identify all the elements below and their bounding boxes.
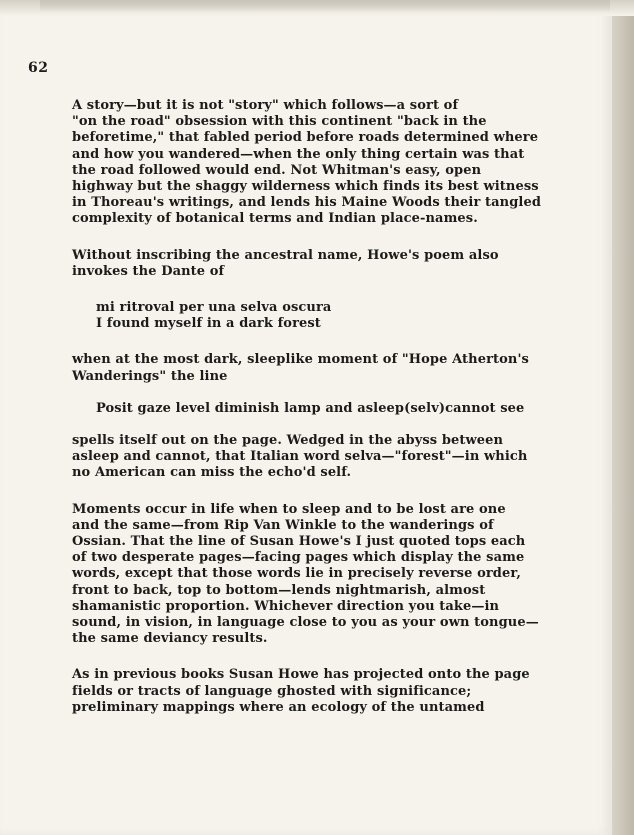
paragraph-selva: [72, 433, 592, 482]
text-line: beforetime," that fabled period before roads determined where: [72, 130, 539, 146]
text-line: spells itself out on the page. Wedged in the abyss between: [72, 433, 504, 449]
top-edge-shadow: [0, 0, 634, 16]
text-line: front to back, top to bottom—lends nightmarish, almost: [72, 582, 486, 598]
paragraph-previous-books: [72, 667, 592, 716]
text-line: words, except that those words lie in precisely reverse order,: [72, 566, 521, 582]
quote-line: Posit gaze level diminish lamp and asleep(selv)cannot see: [96, 400, 525, 416]
text-line: fields or tracts of language ghosted with significance;: [72, 683, 472, 699]
body-text: [72, 98, 592, 716]
paragraph-moments: [72, 502, 592, 648]
text-line: when at the most dark, sleeplike moment of "Hope Atherton's: [72, 352, 529, 368]
text-line: preliminary mappings where an ecology of the untamed: [72, 699, 485, 715]
paragraph-story: [72, 98, 592, 228]
text-line: and the same—from Rip Van Winkle to the wanderings of: [72, 517, 494, 533]
text-line: highway but the shaggy wilderness which finds its best witness: [72, 179, 539, 195]
text-line: As in previous books Susan Howe has projected onto the page: [72, 667, 530, 683]
text-line: "on the road" obsession with this continent "back in the: [72, 114, 487, 130]
text-line: Moments occur in life when to sleep and to be lost are one: [72, 501, 506, 517]
page-edge: [612, 0, 634, 835]
text-line: the same deviancy results.: [72, 631, 268, 647]
howe-quoted-line: [72, 401, 592, 417]
text-line: and how you wandered—when the only thing certain was that: [72, 146, 525, 162]
text-line: A story—but it is not "story" which follows—a sort of: [72, 98, 459, 113]
text-line: sound, in vision, in language close to you as your own tongue—: [72, 615, 539, 631]
page-number: 62: [28, 60, 49, 76]
paragraph-ancestral-name: [72, 248, 592, 280]
text-line: Ossian. That the line of Susan Howe's I just quoted tops each: [72, 534, 526, 550]
quote-line-english: I found myself in a dark forest: [96, 316, 321, 332]
text-line: no American can miss the echo'd self.: [72, 465, 352, 481]
text-line: the road followed would end. Not Whitman's easy, open: [72, 162, 482, 178]
text-line: invokes the Dante of: [72, 263, 225, 279]
text-line: complexity of botanical terms and Indian place-names.: [72, 211, 478, 227]
paragraph-hope-atherton: [72, 352, 592, 384]
text-line: shamanistic proportion. Whichever direction you take—in: [72, 598, 500, 614]
text-line: in Thoreau's writings, and lends his Maine Woods their tangled: [72, 195, 542, 211]
text-line: Wanderings" the line: [72, 368, 228, 384]
text-line: of two desperate pages—facing pages which display the same: [72, 550, 525, 566]
text-line: asleep and cannot, that Italian word selva—"forest"—in which: [72, 449, 528, 465]
dante-quotation: [72, 300, 592, 332]
quote-line-italian: mi ritroval per una selva oscura: [96, 300, 332, 316]
text-line: Without inscribing the ancestral name, Howe's poem also: [72, 247, 499, 263]
